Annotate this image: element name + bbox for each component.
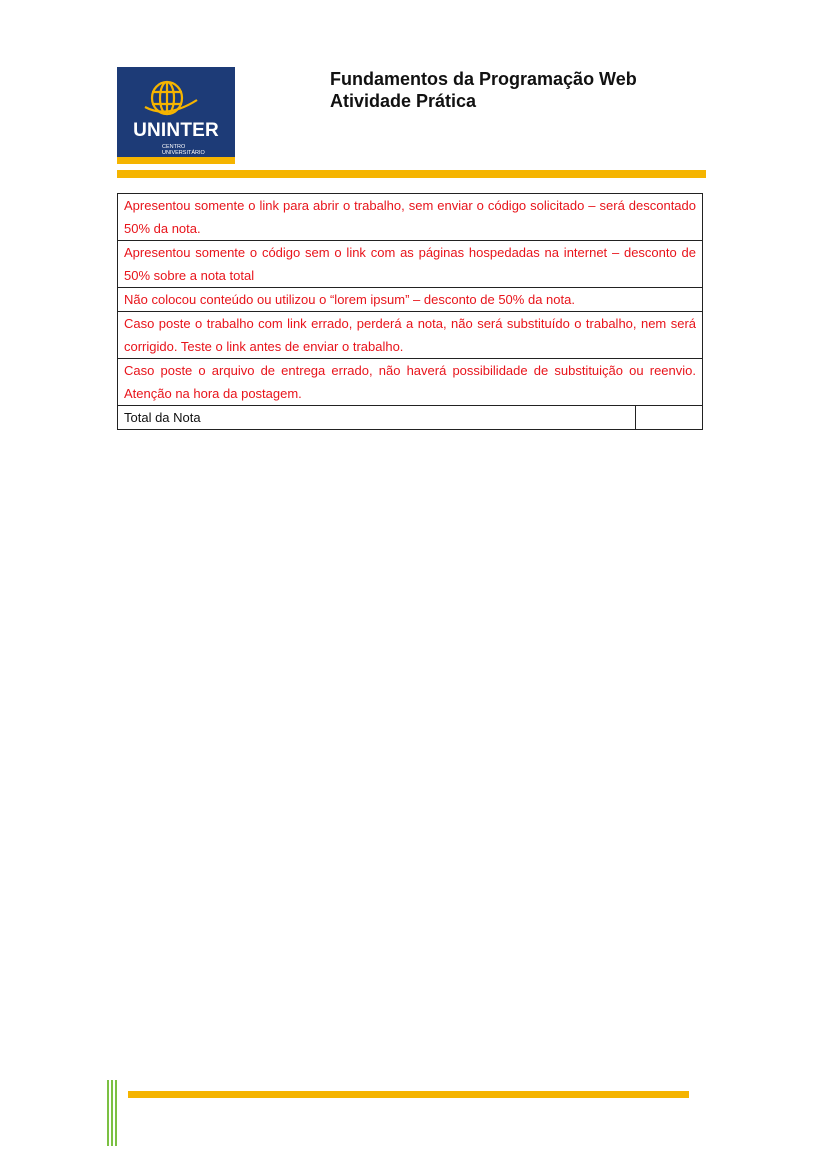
course-title: Fundamentos da Programação Web	[330, 69, 637, 89]
footer-divider	[128, 1091, 689, 1098]
activity-title: Atividade Prática	[330, 91, 477, 111]
criterion-cell: Apresentou somente o link para abrir o trabalho, sem enviar o código solicitado – será descontado 50% da nota.	[118, 194, 703, 241]
logo-subtitle-line2: UNIVERSITÁRIO	[162, 150, 205, 156]
table-row	[118, 241, 703, 288]
table-row	[118, 359, 703, 406]
logo-stripe	[117, 157, 235, 164]
criterion-cell: Caso poste o trabalho com link errado, perderá a nota, não será substituído o trabalho, nem será corrigido. Teste o link antes de enviar o trabalho.	[118, 312, 703, 359]
footer-line	[107, 1080, 109, 1146]
criterion-cell: Não colocou conteúdo ou utilizou o “lorem ipsum” – desconto de 50% da nota.	[118, 288, 703, 312]
footer-line	[111, 1080, 113, 1146]
globe-icon	[117, 67, 235, 127]
table-row	[118, 288, 703, 312]
document-title	[330, 68, 637, 112]
table-row	[118, 312, 703, 359]
criterion-cell: Apresentou somente o código sem o link com as páginas hospedadas na internet – desconto de 50% sobre a nota total	[118, 241, 703, 288]
header-divider	[117, 170, 706, 178]
logo-wordmark: UNINTER	[133, 120, 219, 141]
footer-vertical-lines	[107, 1080, 119, 1146]
table-row	[118, 194, 703, 241]
total-row	[118, 406, 703, 430]
criterion-cell: Caso poste o arquivo de entrega errado, não haverá possibilidade de substituição ou reenvio. Atenção na hora da postagem.	[118, 359, 703, 406]
total-label: Total da Nota	[118, 406, 636, 430]
criteria-table	[117, 193, 703, 430]
total-score-cell	[636, 406, 703, 430]
footer-line	[115, 1080, 117, 1146]
uninter-logo	[117, 67, 235, 164]
logo-subtitle-line1: CENTRO	[162, 144, 186, 150]
